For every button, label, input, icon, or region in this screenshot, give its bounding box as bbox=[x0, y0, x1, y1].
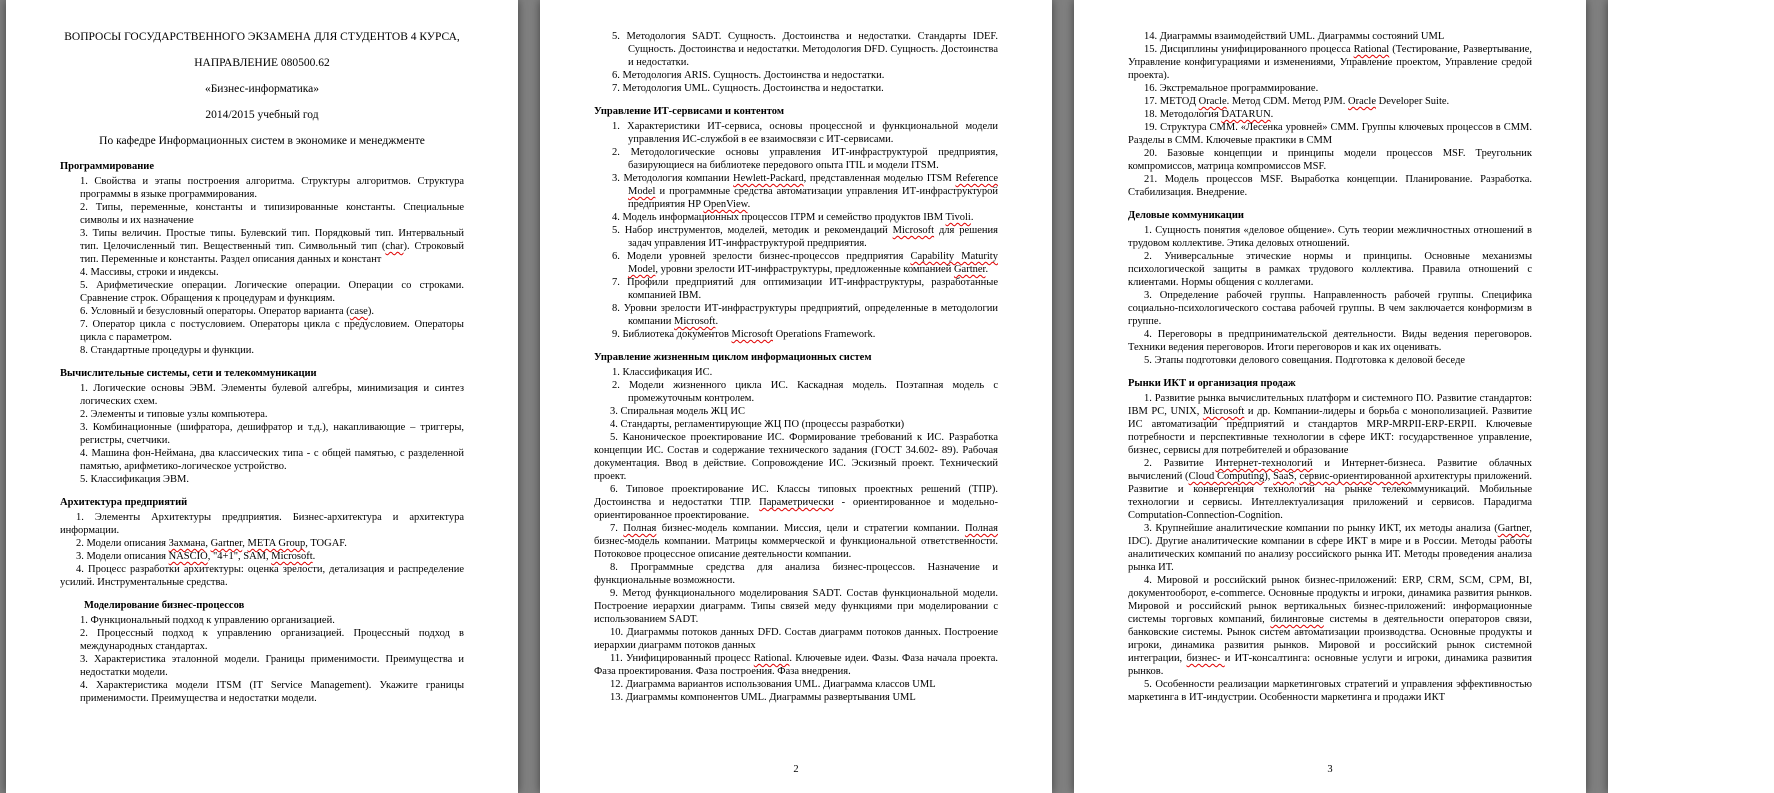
list-item: 2. Процессный подход к управлению организацией. Процессный подход в международных стандартах. bbox=[80, 628, 464, 652]
list-item: 5. Этапы подготовки делового совещания. Подготовка к деловой беседе bbox=[1144, 355, 1466, 366]
section-heading: Моделирование бизнес-процессов bbox=[84, 600, 245, 611]
list-item: 1. Элементы Архитектуры предприятия. Бизнес-архитектура и архитектура информации. bbox=[60, 512, 464, 536]
list-item: 5. Набор инструментов, моделей, методик и рекомендаций Microsoft для решения задач управления ИТ-инфраструктурой предприятия. bbox=[612, 225, 998, 249]
spellcheck-underline: Oracle bbox=[1198, 96, 1227, 107]
list-item: 8. Стандартные процедуры и функции. bbox=[80, 345, 255, 356]
spellcheck-underline: Microsoft bbox=[892, 225, 935, 236]
list-item: 1. Функциональный подход к управлению организацией. bbox=[80, 615, 335, 626]
list-item: 2. Типы, переменные, константы и типизированные константы. Специальные символы и их назначение bbox=[80, 202, 464, 226]
spellcheck-underline: Полная bbox=[964, 523, 998, 534]
section-heading: Программирование bbox=[60, 161, 154, 172]
list-item: 8. Уровни зрелости ИТ-инфраструктуры предприятий, определенные в методологии компании Microsoft. bbox=[612, 303, 998, 327]
doc-title-line: «Бизнес-информатика» bbox=[204, 83, 320, 95]
list-item: 5. Арифметические операции. Логические операции. Операции со строками. Сравнение строк. Обращения к процедурам и функциям. bbox=[80, 280, 464, 304]
spellcheck-underline: Microsoft bbox=[674, 316, 716, 327]
list-item: 1. Сущность понятия «деловое общение». Суть теории межличностных отношений в трудовом коллективе. Этика деловых отношений. bbox=[1128, 225, 1532, 249]
list-item: 18. Методология DATARUN. bbox=[1144, 109, 1274, 120]
spellcheck-underline: Microsoft bbox=[1202, 406, 1245, 417]
list-item: 3. Типы величин. Простые типы. Булевский тип. Порядковый тип. Интервальный тип. Целочисленный тип. Вещественный тип. Символьный тип (char). Строковый тип. Переменные и константы. Раздел описания данных и констант bbox=[80, 228, 464, 265]
spellcheck-underline: Gartner bbox=[953, 264, 986, 275]
spellcheck-underline: Gartner bbox=[210, 538, 243, 549]
spellcheck-underline: Oracle bbox=[1348, 96, 1376, 107]
list-item: 15. Дисциплины унифицированного процесса Rational (Тестирование, Развертывание, Управление конфигурациями и изменениями, Управление проектом, Управление средой проекта). bbox=[1128, 44, 1532, 81]
list-item: 1. Характеристики ИТ-сервиса, основы процессной и функциональной модели управления ИС-службой в ее взаимосвязи с ИТ-сервисами. bbox=[612, 121, 998, 145]
spellcheck-underline: Rational bbox=[753, 653, 790, 664]
list-item: 3. Крупнейшие аналитические компании по рынку ИКТ, их методы анализа (Gartner, IDC). Другие аналитические компании в сфере ИКТ в мире и в России. Методы работы аналитических компаний по анализу российского рынка ИТ. Методы проведения анализа рынка ИТ. bbox=[1128, 523, 1532, 573]
spellcheck-underline: SaaS bbox=[1273, 471, 1295, 482]
list-item: 3. Характеристика эталонной модели. Границы применимости. Преимущества и недостатки модели. bbox=[80, 654, 464, 678]
list-item: 8. Программные средства для анализа бизнес-процессов. Назначение и функциональные возможности. bbox=[594, 562, 998, 586]
spellcheck-underline: char bbox=[385, 241, 404, 252]
list-item: 1. Логические основы ЭВМ. Элементы булевой алгебры, минимизация и синтез логических схем. bbox=[80, 383, 464, 407]
section-heading: Вычислительные системы, сети и телекоммуникации bbox=[60, 368, 317, 379]
list-item: 14. Диаграммы взаимодействий UML. Диаграммы состояний UML bbox=[1144, 31, 1445, 42]
spellcheck-underline: сервис-ориентированной bbox=[1299, 471, 1412, 482]
list-item: 4. Машина фон-Неймана, два классических типа - с общей памятью, с разделенной памятью, арифметико-логическое устройство. bbox=[80, 448, 464, 472]
doc-title-line: НАПРАВЛЕНИЕ 080500.62 bbox=[194, 57, 330, 69]
list-item: 3. Комбинационные (шифратора, дешифратор и т.д.), накапливающие – триггеры, регистры, счетчики. bbox=[80, 422, 464, 446]
list-item: 7. Оператор цикла с постусловием. Операторы цикла с предусловием. Операторы цикла с параметром. bbox=[80, 319, 464, 343]
list-item: 2. Элементы и типовые узлы компьютера. bbox=[80, 409, 268, 420]
list-item: 11. Унифицированный процесс Rational. Ключевые идеи. Фазы. Фаза начала проекта. Фаза проектирования. Фаза построения. Фаза внедрения. bbox=[594, 653, 998, 677]
spellcheck-underline: NASCIO bbox=[168, 551, 208, 562]
doc-title-line: 2014/2015 учебный год bbox=[205, 109, 319, 121]
spellcheck-underline: Microsoft bbox=[271, 551, 313, 562]
list-item: 2. Модели описания Захмана, Gartner, META Group, TOGAF. bbox=[76, 538, 347, 549]
list-item: 5. Особенности реализации маркетинговых стратегий и управления эффективностью маркетинга в ИТ-индустрии. Особенности маркетинга и продажи ИКТ bbox=[1128, 679, 1532, 703]
list-item: 20. Базовые концепции и принципы модели процессов MSF. Треугольник компромиссов, матрица компромиссов MSF. bbox=[1128, 148, 1532, 172]
spellcheck-underline: Microsoft bbox=[731, 329, 773, 340]
list-item: 3. Спиральная модель ЖЦ ИС bbox=[610, 406, 745, 417]
page-3-content[interactable] bbox=[1074, 0, 1586, 704]
section-heading: Рынки ИКТ и организация продаж bbox=[1128, 378, 1296, 389]
list-item: 5. Методология SADT. Сущность. Достоинства и недостатки. Стандарты IDEF. Сущность. Достоинства и недостатки. Методология DFD. Сущность. Достоинства и недостатки. bbox=[612, 31, 998, 68]
doc-title-line: По кафедре Информационных систем в экономике и менеджменте bbox=[99, 135, 425, 147]
list-item: 6. Типовое проектирование ИС. Классы типовых проектных решений (ТПР). Достоинства и недостатки ТПР. Параметрически - ориентированное и модельно-ориентированное проектирование. bbox=[594, 484, 999, 521]
list-item: 12. Диаграмма вариантов использования UML. Диаграмма классов UML bbox=[610, 679, 936, 690]
list-item: 9. Метод функционального моделирования SADT. Состав функциональной модели. Построение иерархии диаграмм. Типы связей меду функциями при моделировании с использованием SADT. bbox=[594, 588, 998, 625]
list-item: 1. Свойства и этапы построения алгоритма. Структуры алгоритмов. Структура программы в языке программирования. bbox=[80, 176, 464, 200]
spellcheck-underline: Интернет-технологий bbox=[1215, 458, 1313, 469]
spellcheck-underline: Gartner bbox=[1497, 523, 1530, 534]
spellcheck-underline: Rational bbox=[1353, 44, 1390, 55]
list-item: 7. Методология UML. Сущность. Достоинства и недостатки. bbox=[612, 83, 884, 94]
list-item: 4. Процесс разработки архитектуры: оценка зрелости, детализация и распределение усилий. Инструментальные средства. bbox=[60, 564, 464, 588]
spellcheck-underline: бизнес- bbox=[1186, 653, 1225, 664]
spellcheck-underline: Cloud Computing bbox=[1188, 471, 1265, 482]
list-item: 4. Переговоры в предпринимательской деятельности. Виды ведения переговоров. Техники ведения переговоров. Итоги переговоров и как их оценивать. bbox=[1128, 329, 1532, 353]
page-1 bbox=[6, 0, 518, 793]
list-item: 4. Мировой и российский рынок бизнес-приложений: ERP, CRM, SCM, CPM, BI, документооборот, e-commerce. Основные продукты и игроки, динамика развития рынков. Мировой и российский рынок вертикальных бизнес-приложений: информационные системы торговых компаний, билинговые системы в деятельности операторов связи, банковские системы. Рынок систем автоматизации производства. Основные продукты и игроки, динамика развития рынков. Мировой и российский рынок системной интеграции, бизнес- и ИТ-консалтинга: основные услуги и игроки, динамика развития рынков. bbox=[1128, 575, 1533, 677]
spellcheck-underline: META Group bbox=[247, 538, 306, 549]
spellcheck-underline: Tivoli bbox=[945, 212, 971, 223]
spellcheck-underline: Захмана bbox=[168, 538, 206, 549]
spellcheck-underline: case bbox=[349, 306, 368, 317]
list-item: 4. Модель информационных процессов ITPM и семейство продуктов IBM Tivoli. bbox=[612, 212, 974, 223]
spellcheck-underline: Reference Model bbox=[628, 173, 998, 197]
list-item: 19. Структура CMM. «Лесенка уровней» CMM. Группы ключевых процессов в CMM. Разделы в CMM. Ключевые практики в CMM bbox=[1128, 122, 1532, 146]
list-item: 4. Стандарты, регламентирующие ЖЦ ПО (процессы разработки) bbox=[610, 419, 905, 430]
list-item: 7. Полная бизнес-модель компании. Миссия, цели и стратегии компании. Полная бизнес-модель компании. Матрицы коммерческой и функциональной ответственности. Потоковое процессное описание деятельности компании. bbox=[594, 523, 998, 560]
page-2-number: 2 bbox=[793, 764, 799, 775]
page-2 bbox=[540, 0, 1052, 793]
spellcheck-underline: Параметрически bbox=[759, 497, 834, 508]
list-item: 9. Библиотека документов Microsoft Operations Framework. bbox=[612, 329, 876, 340]
spellcheck-underline: Hewlett-Packard bbox=[733, 173, 804, 184]
list-item: 5. Каноническое проектирование ИС. Формирование требований к ИС. Разработка концепции ИС. Состав и содержание технического задания (ГОСТ 34.602- 89). Рабочая документация. Ввод в действие. Сопровождение ИС. Эскизный проект. Технический проект. bbox=[594, 432, 998, 482]
list-item: 3. Методология компании Hewlett-Packard, представленная моделью ITSM Reference Model и программные средства автоматизации управления ИТ-инфраструктурой предприятия HP OpenView. bbox=[612, 173, 998, 210]
list-item: 16. Экстремальное программирование. bbox=[1144, 83, 1319, 94]
spellcheck-underline: Полная bbox=[623, 523, 657, 534]
page-1-content[interactable] bbox=[6, 0, 518, 705]
section-heading: Управление ИТ-сервисами и контентом bbox=[594, 106, 784, 117]
spellcheck-underline: билинговые bbox=[1270, 614, 1324, 625]
section-heading: Управление жизненным циклом информационных систем bbox=[594, 352, 872, 363]
spellcheck-underline: Capability Maturity Model bbox=[628, 251, 998, 275]
list-item: 1. Классификация ИС. bbox=[612, 367, 713, 378]
page-3 bbox=[1074, 0, 1586, 793]
list-item: 3. Модели описания NASCIO, "4+1", SAM, Microsoft. bbox=[76, 551, 316, 562]
list-item: 10. Диаграммы потоков данных DFD. Состав диаграмм потоков данных. Построение иерархии диаграмм потоков данных bbox=[594, 627, 998, 651]
list-item: 2. Развитие Интернет-технологий и Интернет-бизнеса. Развитие облачных вычислений (Cloud Computing), SaaS, сервис-ориентированной архитектуры приложений. Развитие и конвергенция технологий на рынке телекоммуникаций. Мобильные технологии и сервисы. Интеллектуализация приложений и сервисов. Парадигма Computation-Connection-Cognition. bbox=[1128, 458, 1533, 521]
page-4-partial bbox=[1608, 0, 1774, 793]
section-heading: Деловые коммуникации bbox=[1128, 210, 1244, 221]
list-item: 7. Профили предприятий для оптимизации ИТ-инфраструктуры, разработанные компанией IBM. bbox=[612, 277, 998, 301]
list-item: 4. Характеристика модели ITSM (IT Service Management). Укажите границы применимости. Преимущества и недостатки модели. bbox=[80, 680, 464, 704]
page-2-content[interactable] bbox=[540, 0, 1052, 704]
list-item: 6. Методология ARIS. Сущность. Достоинства и недостатки. bbox=[612, 70, 885, 81]
list-item: 6. Условный и безусловный операторы. Оператор варианта (case). bbox=[80, 306, 374, 317]
section-heading: Архитектура предприятий bbox=[60, 497, 188, 508]
list-item: 3. Определение рабочей группы. Направленность рабочей группы. Специфика социально-психологического состава рабочей группы. В чем заключается конформизм в группе. bbox=[1128, 290, 1532, 327]
page-3-number: 3 bbox=[1327, 764, 1333, 775]
list-item: 17. МЕТОД Oracle. Метод CDM. Метод PJM. Oracle Developer Suite. bbox=[1144, 96, 1450, 107]
list-item: 2. Модели жизненного цикла ИС. Каскадная модель. Поэтапная модель с промежуточным контролем. bbox=[612, 380, 998, 404]
list-item: 2. Методологические основы управления ИТ-инфраструктурой предприятия, базирующиеся на библиотеке передового опыта ITIL и модели ITSM. bbox=[612, 147, 998, 171]
list-item: 6. Модели уровней зрелости бизнес-процессов предприятия Capability Maturity Model, уровни зрелости ИТ-инфраструктуры, предложенные компанией Gartner. bbox=[612, 251, 998, 275]
list-item: 1. Развитие рынка вычислительных платформ и системного ПО. Развитие стандартов: IBM PC, UNIX, Microsoft и др. Компании-лидеры и борьба с монополизацией. Развитие ИС автоматизации предприятий и стандартов MRP-MRPII-ERP-ERPII. Ключевые потребности и перспективные технологии в сфере ИКТ: государственное управление, бизнес, сервисы для потребителей и образование bbox=[1128, 393, 1532, 456]
list-item: 2. Универсальные этические нормы и принципы. Основные механизмы психологической защиты в рамках трудового коллектива. Правила отношений с клиентами. Нормы общения с коллегами. bbox=[1128, 251, 1532, 288]
spellcheck-underline: OpenView bbox=[703, 199, 748, 210]
list-item: 13. Диаграммы компонентов UML. Диаграммы развертывания UML bbox=[610, 692, 916, 703]
list-item: 4. Массивы, строки и индексы. bbox=[80, 267, 219, 278]
spellcheck-underline: DATARUN bbox=[1221, 109, 1271, 120]
list-item: 5. Классификация ЭВМ. bbox=[80, 474, 189, 485]
doc-title-line: ВОПРОСЫ ГОСУДАРСТВЕННОГО ЭКЗАМЕНА ДЛЯ СТУДЕНТОВ 4 КУРСА, bbox=[64, 31, 460, 43]
list-item: 21. Модель процессов MSF. Выработка концепции. Планирование. Разработка. Стабилизация. Внедрение. bbox=[1128, 174, 1532, 198]
